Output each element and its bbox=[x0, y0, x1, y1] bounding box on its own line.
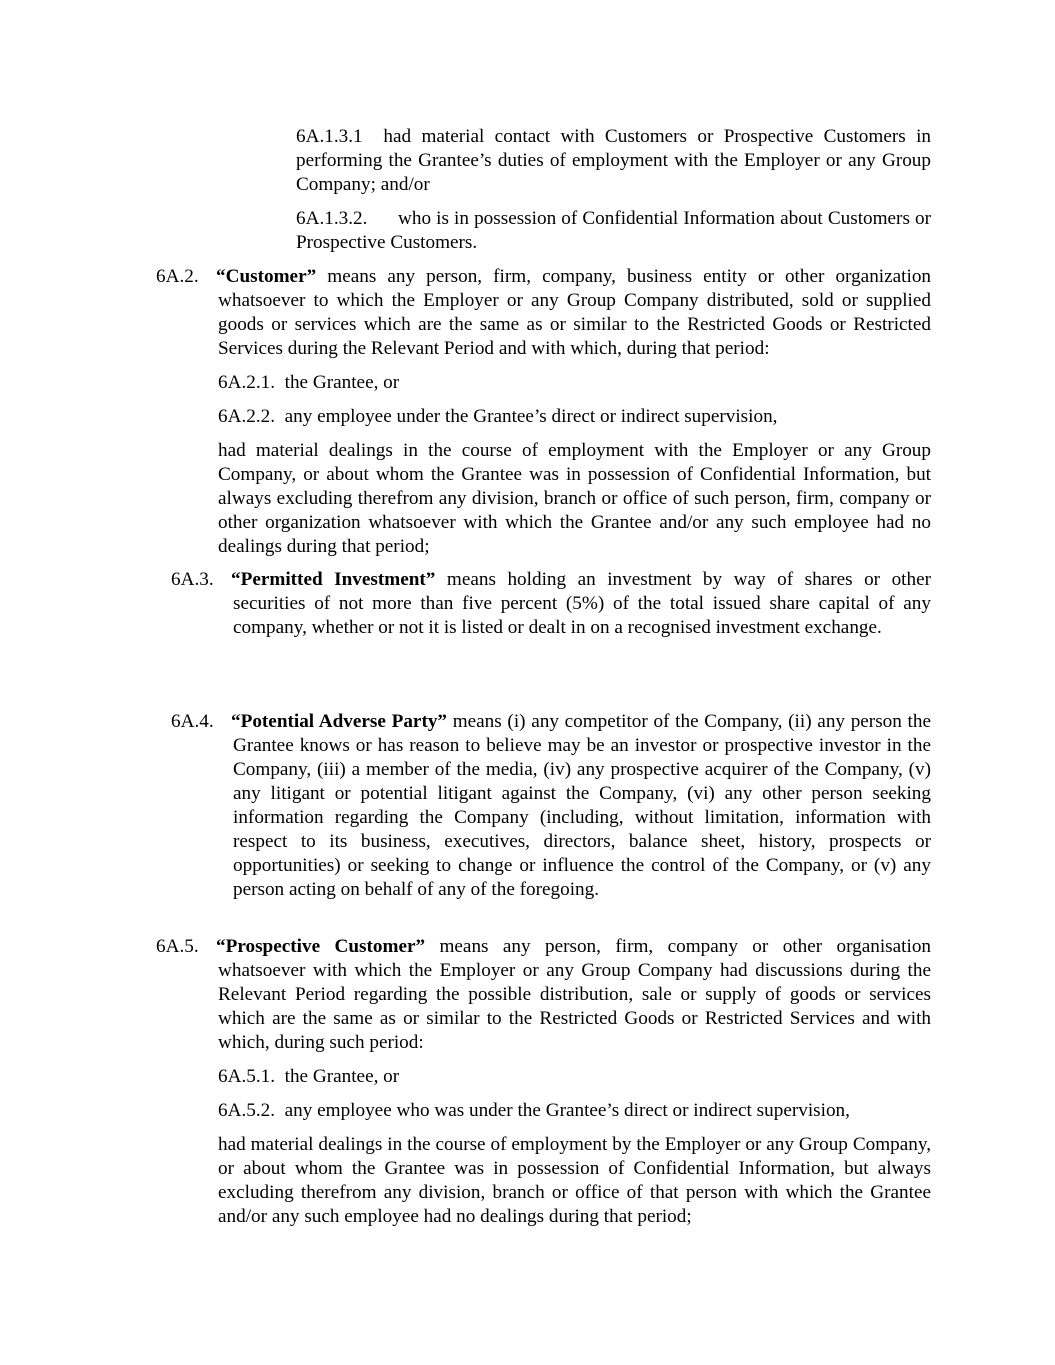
clause-text: any employee who was under the Grantee’s direct or indirect supervision, bbox=[284, 1100, 850, 1121]
clause-number: 6A.3. bbox=[171, 569, 214, 590]
clause-6a-5-prospective-customer bbox=[156, 935, 931, 1055]
clause-number: 6A.2.2. bbox=[218, 406, 276, 427]
clause-6a-2-customer bbox=[156, 265, 931, 361]
defined-term: “Customer” bbox=[216, 266, 317, 287]
clause-text: means (i) any competitor of the Company, (ii) any person the Grantee knows or has reason to believe may be an investor or prospective investor in the Company, (iii) a member of the media, (iv) any prospective acquirer of the Company, (v) any litigant or potential litigant against the Company, (vi) any other person seeking information regarding the Company (including, without limitation, information with respect to its business, executives, directors, balance sheet, history, prospects or opportunities) or seeking to change or influence the control of the Company, or (v) any person acting on behalf of any of the foregoing. bbox=[233, 711, 931, 900]
clause-text: the Grantee, or bbox=[284, 372, 400, 393]
clause-6a-4-potential-adverse-party bbox=[171, 710, 931, 902]
clause-text: who is in possession of Confidential Information about Customers or Prospective Customers. bbox=[296, 208, 931, 253]
defined-term: “Permitted Investment” bbox=[231, 569, 436, 590]
clause-number: 6A.1.3.1 bbox=[296, 126, 363, 147]
clause-number: 6A.5.2. bbox=[218, 1100, 276, 1121]
clause-6a-5-tail: had material dealings in the course of employment by the Employer or any Group Company, or about whom the Grantee was in possession of Confidential Information, but always excluding therefrom any division, branch or office of that person with which the Grantee and/or any such employee had no dealings during that period; bbox=[218, 1134, 931, 1227]
clause-number: 6A.2. bbox=[156, 266, 199, 287]
clause-6a-5-1 bbox=[218, 1065, 931, 1089]
clause-6a-5-2 bbox=[218, 1099, 931, 1123]
clause-6a-2-2 bbox=[218, 405, 931, 429]
clause-text: any employee under the Grantee’s direct or indirect supervision, bbox=[284, 406, 778, 427]
clause-text: means holding an investment by way of shares or other securities of not more than five percent (5%) of the total issued share capital of any company, whether or not it is listed or dealt in on a recognised investment exchange. bbox=[233, 569, 932, 638]
clause-6a-2-1 bbox=[218, 371, 931, 395]
clause-6a-1-3-2 bbox=[296, 207, 931, 255]
defined-term: “Prospective Customer” bbox=[216, 936, 426, 957]
clause-text: means any person, firm, company or other organisation whatsoever with which the Employer or any Group Company had discussions during the Relevant Period regarding the possible distribution, sale or supply of goods or services which are the same as or similar to the Restricted Goods or Restricted Services and with which, during such period: bbox=[218, 936, 932, 1053]
clause-6a-2-tail: had material dealings in the course of employment with the Employer or any Group Company, or about whom the Grantee was in possession of Confidential Information, but always excluding therefrom any division, branch or office of such person, firm, company or other organization whatsoever with which the Grantee and/or any such employee had no dealings during that period; bbox=[218, 440, 931, 557]
clause-text: the Grantee, or bbox=[284, 1066, 400, 1087]
clause-text: had material contact with Customers or Prospective Customers in performing the Grantee’s duties of employment with the Employer or any Group Company; and/or bbox=[296, 126, 931, 195]
clause-number: 6A.4. bbox=[171, 711, 214, 732]
clause-number: 6A.5.1. bbox=[218, 1066, 276, 1087]
clause-6a-1-3-1 bbox=[296, 125, 931, 197]
clause-text: means any person, firm, company, business entity or other organization whatsoever to which the Employer or any Group Company distributed, sold or supplied goods or services which are the same as or similar to the Restricted Goods or Restricted Services during the Relevant Period and with which, during that period: bbox=[218, 266, 932, 359]
clause-number: 6A.5. bbox=[156, 936, 199, 957]
defined-term: “Potential Adverse Party” bbox=[231, 711, 448, 732]
clause-6a-3-permitted-investment bbox=[171, 568, 931, 640]
clause-number: 6A.1.3.2. bbox=[296, 208, 368, 229]
clause-number: 6A.2.1. bbox=[218, 372, 276, 393]
